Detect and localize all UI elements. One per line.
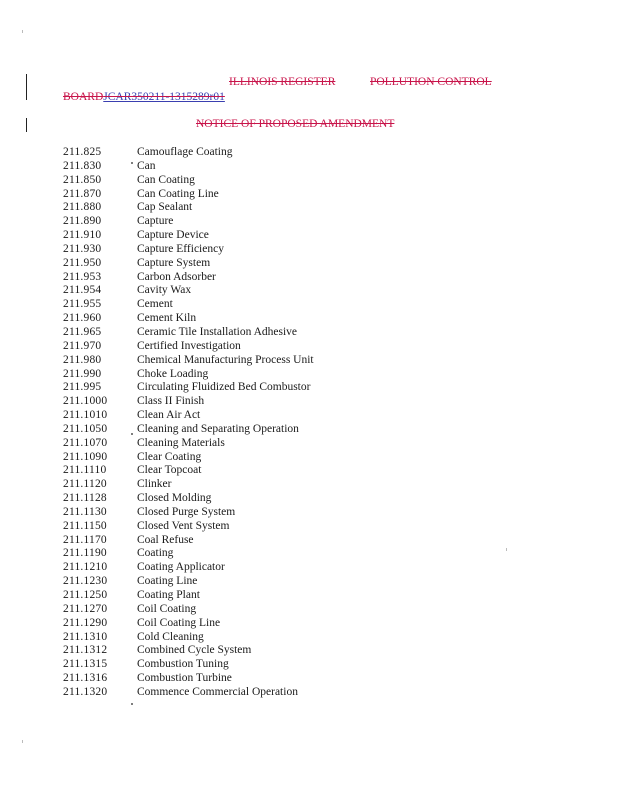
section-term: Camouflage Coating xyxy=(137,146,233,158)
section-number: 211.1010 xyxy=(63,409,108,422)
section-term: Coating Applicator xyxy=(137,561,225,574)
section-term: Clean Air Act xyxy=(137,409,201,422)
section-number: 211.1110 xyxy=(63,464,107,477)
section-term: Can xyxy=(137,159,156,172)
header-agency: POLLUTION CONTROL xyxy=(370,76,492,88)
scan-speck xyxy=(131,433,133,435)
section-term: Commence Commercial Operation xyxy=(137,685,298,698)
section-term: Clinker xyxy=(137,478,172,491)
section-term: Capture xyxy=(137,215,174,228)
section-number: 211.870 xyxy=(63,187,102,200)
section-number: 211.890 xyxy=(63,215,102,228)
section-term: Can Coating xyxy=(137,173,195,186)
section-term: Ceramic Tile Installation Adhesive xyxy=(137,325,298,338)
section-number: 211.1050 xyxy=(63,422,108,435)
scan-speck xyxy=(22,30,23,33)
section-term: Coating xyxy=(137,547,174,560)
section-number: 211.830 xyxy=(63,159,102,172)
section-number: 211.1290 xyxy=(63,616,108,629)
section-term: Cleaning and Separating Operation xyxy=(137,422,299,435)
section-term: Coil Coating xyxy=(137,602,197,615)
scan-speck xyxy=(131,703,133,705)
section-number: 211.965 xyxy=(63,325,102,338)
header-register: ILLINOIS REGISTER xyxy=(229,76,336,88)
scan-speck xyxy=(131,162,133,164)
section-number: 211.825 xyxy=(63,146,102,158)
section-term: Circulating Fluidized Bed Combustor xyxy=(137,381,311,394)
section-number: 211.970 xyxy=(63,339,102,352)
section-term: Combustion Tuning xyxy=(137,658,229,671)
section-number: 211.1315 xyxy=(63,658,108,671)
change-bar xyxy=(26,118,27,132)
section-term: Cold Cleaning xyxy=(137,630,204,643)
scan-speck xyxy=(22,740,23,743)
section-number: 211.1190 xyxy=(63,547,107,560)
section-number: 211.930 xyxy=(63,242,102,255)
section-term: Capture Device xyxy=(137,229,209,242)
section-term: Carbon Adsorber xyxy=(137,270,216,283)
section-term: Clear Topcoat xyxy=(137,464,202,477)
section-number: 211.1090 xyxy=(63,450,108,463)
section-term: Capture Efficiency xyxy=(137,242,224,255)
section-term: Cleaning Materials xyxy=(137,436,225,449)
section-number: 211.1320 xyxy=(63,685,108,698)
section-number: 211.910 xyxy=(63,229,102,242)
section-term: Closed Molding xyxy=(137,492,212,505)
scan-speck xyxy=(506,548,507,551)
section-number: 211.980 xyxy=(63,353,102,366)
section-number: 211.1230 xyxy=(63,575,108,588)
section-number: 211.1210 xyxy=(63,561,108,574)
section-number: 211.1000 xyxy=(63,395,108,408)
section-term: Class II Finish xyxy=(137,395,205,408)
section-number: 211.995 xyxy=(63,381,102,394)
section-term: Clear Coating xyxy=(137,450,202,463)
section-number: 211.990 xyxy=(63,367,102,380)
notice-title: NOTICE OF PROPOSED AMENDMENT xyxy=(196,118,395,130)
section-number: 211.1250 xyxy=(63,589,108,601)
section-term: Coal Refuse xyxy=(137,533,194,546)
section-number: 211.954 xyxy=(63,284,102,297)
section-term: Closed Purge System xyxy=(137,505,236,518)
section-number: 211.1312 xyxy=(63,644,108,657)
section-term: Cement Kiln xyxy=(137,312,197,325)
section-number: 211.953 xyxy=(63,270,102,283)
section-number: 211.1128 xyxy=(63,492,107,505)
section-number: 211.1150 xyxy=(63,519,107,532)
section-term: Coating Line xyxy=(137,575,198,588)
section-number: 211.880 xyxy=(63,201,102,214)
section-term: Cap Sealant xyxy=(137,201,193,214)
header-board-line xyxy=(63,91,225,103)
section-number: 211.1170 xyxy=(63,533,107,546)
section-term: Cavity Wax xyxy=(137,284,192,297)
section-term: Certified Investigation xyxy=(137,339,241,352)
section-number: 211.1070 xyxy=(63,436,108,449)
section-term: Chemical Manufacturing Process Unit xyxy=(137,353,314,366)
section-number: 211.950 xyxy=(63,256,102,269)
section-number: 211.960 xyxy=(63,312,102,325)
section-number: 211.1316 xyxy=(63,672,108,685)
section-number: 211.1310 xyxy=(63,630,108,643)
section-term: Combined Cycle System xyxy=(137,644,252,657)
section-term: Capture System xyxy=(137,256,211,269)
section-term: Combustion Turbine xyxy=(137,672,232,685)
section-number: 211.850 xyxy=(63,173,102,186)
section-term: Closed Vent System xyxy=(137,519,230,532)
section-term: Can Coating Line xyxy=(137,187,219,200)
section-number: 211.1120 xyxy=(63,478,107,491)
section-number: 211.1270 xyxy=(63,602,108,615)
section-term: Coating Plant xyxy=(137,589,200,601)
header-board: BOARD xyxy=(63,91,104,103)
section-number: 211.955 xyxy=(63,298,102,311)
change-bar xyxy=(26,74,27,100)
section-term: Coil Coating Line xyxy=(137,616,221,629)
section-term: Choke Loading xyxy=(137,367,209,380)
header-document-code: JCAR350211-1315289r01 xyxy=(103,91,225,103)
section-number: 211.1130 xyxy=(63,505,107,518)
section-term: Cement xyxy=(137,298,173,311)
